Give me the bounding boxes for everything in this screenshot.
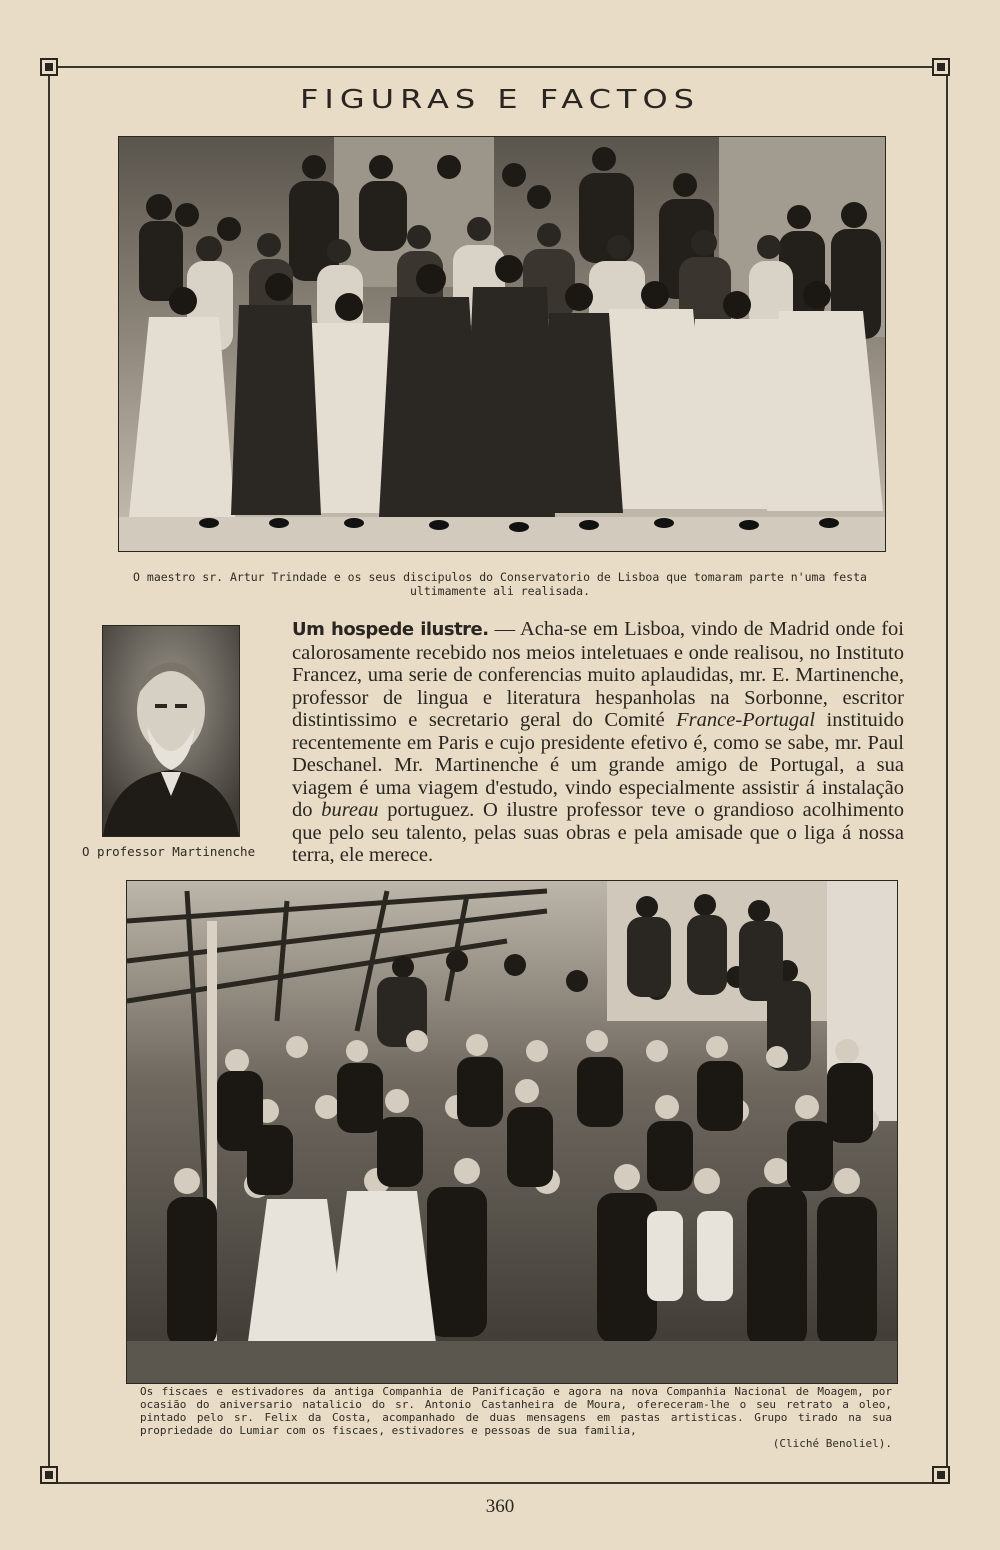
page-number: 360 [485,1496,515,1517]
professor-portrait-photo [102,625,240,837]
article-um-hospede-ilustre [292,618,904,867]
corner-ornament-top-left [40,58,58,76]
photo-credit: (Cliché Benoliel). [772,1437,892,1450]
article-body-part-1: Acha-se em Lisboa, vindo de Madrid onde foi calorosamente recebido nos meios inteletuaes e onde realisou, no Instituto Francez, uma serie de conferencias muito aplaudidas, mr. E. Martinenche, professor de lingua e literatura hespanholas na Sorbonne, escritor distintissimo e secretario geral do Comité [292,618,904,731]
conservatory-group-photo [118,136,886,552]
corner-ornament-bottom-right [932,1466,950,1484]
conservatory-photo-caption: O maestro sr. Artur Trindade e os seus discipulos do Conservatorio de Lisboa que tomaram parte n'uma festa ultimamente ali realisada. [133,570,867,598]
article-lead: Um hospede ilustre. [292,619,489,640]
corner-ornament-top-right [932,58,950,76]
article-dash: — [488,618,520,640]
companhia-caption-text: Os fiscaes e estivadores da antiga Companhia de Panificação e agora na nova Companhia Nacional de Moagem, por ocasião do aniversario natalicio do sr. Antonio Castanheira de Moura, ofereceram-lhe o seu retrato a oleo, pintado pelo sr. Felix da Costa, acompanhado de duas mensagens em pastas artisticas. Grupo tirado na sua propriedade do Lumiar com os fiscaes, estivadores e pessoas de sua familia, [140,1385,892,1437]
professor-portrait-caption: O professor Martinenche [82,844,256,859]
article-emphasis-france-portugal: France-Portugal [676,709,816,731]
article-body-part-2: instituido recentemente em Paris e cujo presidente efetivo é, como se sabe, mr. Paul Deschanel. Mr. Martinenche é um grande amigo de Portugal, a sua viagem é uma viagem d'estudo, vindo especialmente assistir á instalação do [292,709,904,821]
article-emphasis-bureau: bureau [321,799,379,821]
page-title: FIGURAS E FACTOS [300,83,700,115]
article-body-part-3: portuguez. O ilustre professor teve o grandioso acolhimento que pelo seu talento, pelas suas obras e pela amisade que o liga á nossa terra, ele merece. [292,799,904,866]
companhia-group-photo [126,880,898,1384]
companhia-photo-caption [140,1385,892,1450]
corner-ornament-bottom-left [40,1466,58,1484]
